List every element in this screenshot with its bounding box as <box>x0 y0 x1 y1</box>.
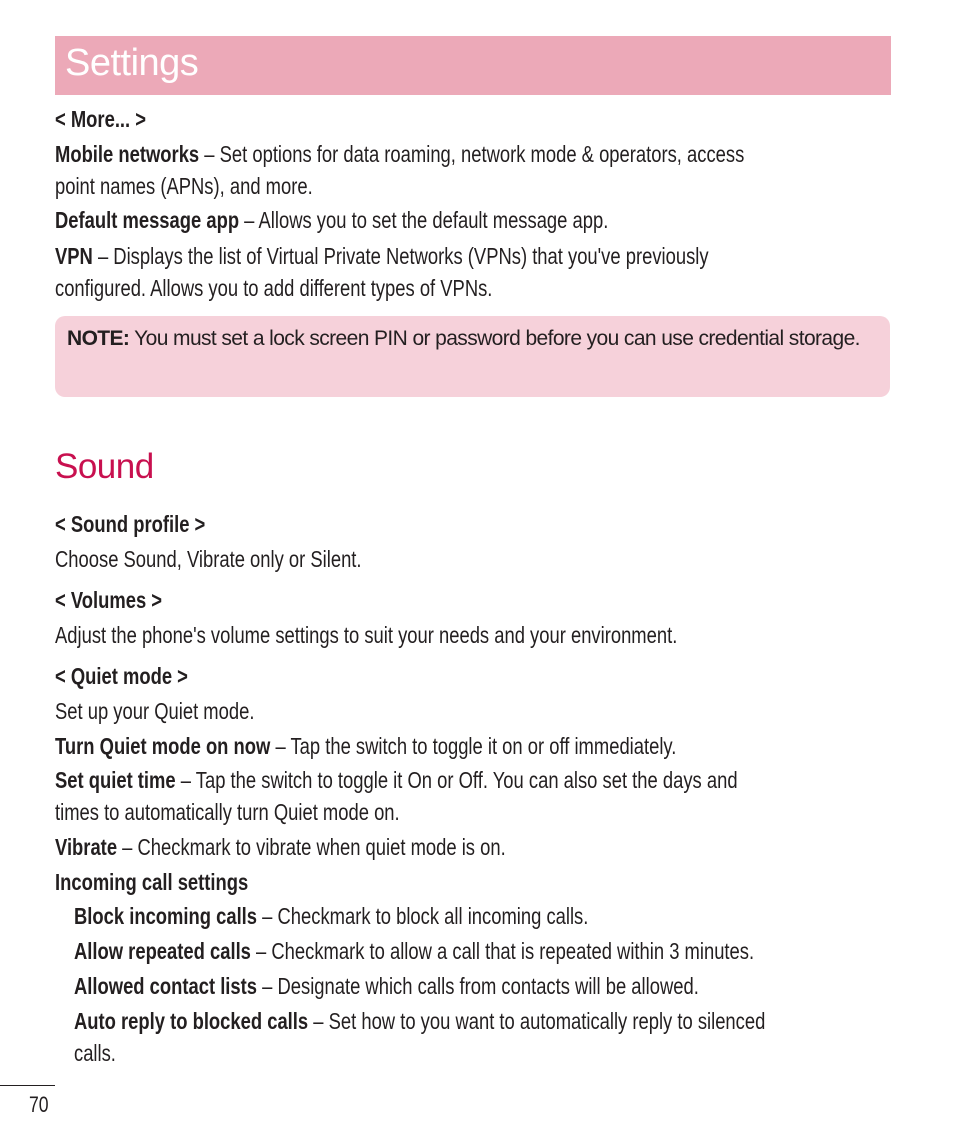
item-set-quiet-time-cont: times to automatically turn Quiet mode on. <box>55 799 400 825</box>
description: – Checkmark to block all incoming calls. <box>257 903 589 929</box>
section-heading-more: < More... > <box>55 106 147 132</box>
title-bar <box>55 36 891 95</box>
page-number: 70 <box>29 1092 49 1117</box>
footer-divider <box>0 1085 55 1086</box>
item-auto-reply-to-blocked-calls <box>74 1006 938 1036</box>
subheading-quiet-mode: < Quiet mode > <box>55 663 188 689</box>
item-mobile-networks-cont: point names (APNs), and more. <box>55 173 313 199</box>
term: VPN <box>55 243 93 269</box>
page-title: Settings <box>65 42 199 84</box>
section-title-sound: Sound <box>55 447 154 486</box>
note-box <box>55 316 890 397</box>
description: – Checkmark to vibrate when quiet mode is on. <box>117 834 506 860</box>
item-vibrate <box>55 832 618 862</box>
description: – Tap the switch to toggle it On or Off. You can also set the days and <box>175 767 738 793</box>
note-label: NOTE: <box>67 327 130 350</box>
item-mobile-networks <box>55 139 917 169</box>
description: – Designate which calls from contacts will be allowed. <box>257 973 699 999</box>
description: – Set options for data roaming, network mode & operators, access <box>199 141 745 167</box>
description: – Set how to you want to automatically reply to silenced <box>308 1008 766 1034</box>
sound-profile-desc: Choose Sound, Vibrate only or Silent. <box>55 546 362 572</box>
item-set-quiet-time <box>55 765 908 795</box>
term: Allowed contact lists <box>74 973 258 999</box>
item-vpn <box>55 241 872 271</box>
description: – Allows you to set the default message app. <box>239 207 609 233</box>
subheading-sound-profile: < Sound profile > <box>55 511 206 537</box>
item-vpn-cont: configured. Allows you to add different types of VPNs. <box>55 275 493 301</box>
item-auto-reply-cont: calls. <box>74 1040 116 1066</box>
term: Block incoming calls <box>74 903 258 929</box>
item-allowed-contact-lists <box>74 971 855 1001</box>
description: – Checkmark to allow a call that is repeated within 3 minutes. <box>250 938 755 964</box>
description: – Displays the list of Virtual Private Networks (VPNs) that you've previously <box>92 243 709 269</box>
term: Set quiet time <box>55 767 176 793</box>
note-text: NOTE: You must set a lock screen PIN or password before you can use credential storage. <box>67 327 860 350</box>
term: Allow repeated calls <box>74 938 251 964</box>
item-allow-repeated-calls <box>74 936 924 966</box>
subheading-incoming-call-settings: Incoming call settings <box>55 869 249 895</box>
item-block-incoming-calls <box>74 901 717 931</box>
term: Mobile networks <box>55 141 200 167</box>
subheading-volumes: < Volumes > <box>55 587 163 613</box>
description: – Tap the switch to toggle it on or off immediately. <box>270 733 677 759</box>
volumes-desc: Adjust the phone's volume settings to suit your needs and your environment. <box>55 622 678 648</box>
item-default-message-app <box>55 205 747 235</box>
quiet-mode-desc: Set up your Quiet mode. <box>55 698 255 724</box>
term: Turn Quiet mode on now <box>55 733 271 759</box>
term: Default message app <box>55 207 240 233</box>
term: Auto reply to blocked calls <box>74 1008 309 1034</box>
item-turn-quiet-mode-on-now <box>55 731 832 761</box>
term: Vibrate <box>55 834 118 860</box>
